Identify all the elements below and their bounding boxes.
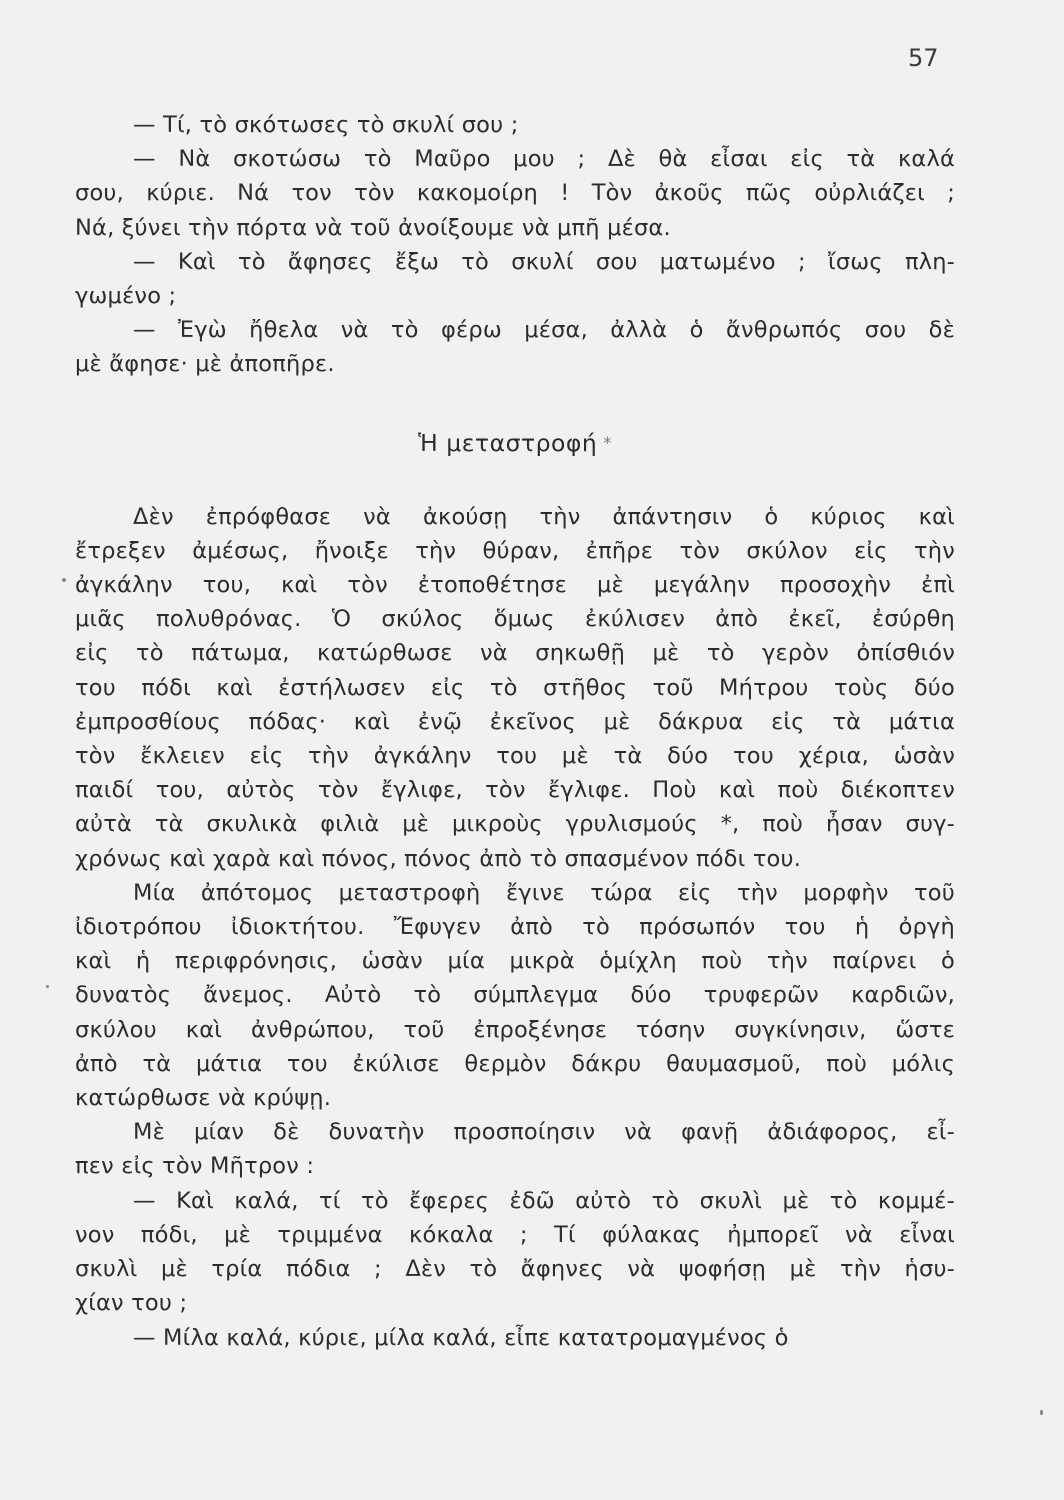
text-line: ἐμπροσθίους πόδας· καὶ ἐνῷ ἐκεῖνος μὲ δάκρυα εἰς τὰ μάτια — [75, 708, 955, 735]
text-line: του πόδι καὶ ἐστήλωσεν εἰς τὸ στῆθος τοῦ Μήτρου τοὺς δύο — [75, 674, 955, 701]
page-number: 57 — [908, 44, 939, 72]
text-line: παιδί του, αὐτὸς τὸν ἔγλιφε, τὸν ἔγλιφε. Ποὺ καὶ ποὺ διέκοπτεν — [75, 777, 955, 804]
text-line: — Καὶ καλά, τί τὸ ἔφερες ἐδῶ αὐτὸ τὸ σκυλὶ μὲ τὸ κομμέ- — [133, 1187, 955, 1214]
section-title — [75, 426, 955, 460]
body-text — [75, 108, 955, 1355]
text-line: ἀγκάλην του, καὶ τὸν ἐτοποθέτησε μὲ μεγάλην προσοχὴν ἐπὶ — [75, 572, 955, 599]
paper-speck — [1040, 1410, 1043, 1415]
text-line: πεν εἰς τὸν Μῆτρον : — [75, 1153, 315, 1180]
dialogue-paragraph — [75, 313, 955, 381]
dialogue-paragraph — [75, 245, 955, 313]
paper-speck — [46, 985, 49, 988]
text-line: σου, κύριε. Νά τον τὸν κακομοίρη ! Τὸν ἀκοῦς πῶς οὐρλιάζει ; — [75, 180, 955, 207]
text-line: δυνατὸς ἄνεμος. Αὐτὸ τὸ σύμπλεγμα δύο τρυφερῶν καρδιῶν, — [75, 982, 955, 1009]
text-line: — Νὰ σκοτώσω τὸ Μαῦρο μου ; Δὲ θὰ εἶσαι εἰς τὰ καλά — [133, 146, 955, 173]
text-line: νον πόδι, μὲ τριμμένα κόκαλα ; Τί φύλακας ἠμπορεῖ νὰ εἶναι — [75, 1221, 955, 1248]
text-line: ἀπὸ τὰ μάτια του ἐκύλισε θερμὸν δάκρυ θαυμασμοῦ, ποὺ μόλις — [75, 1050, 955, 1077]
text-line: σκυλὶ μὲ τρία πόδια ; Δὲν τὸ ἄφηνες νὰ ψοφήσῃ μὲ τὴν ἡσυ- — [75, 1256, 955, 1283]
text-line: εἰς τὸ πάτωμα, κατώρθωσε νὰ σηκωθῇ μὲ τὸ γερὸν ὀπίσθιόν — [75, 640, 955, 667]
text-line: καὶ ἡ περιφρόνησις, ὡσὰν μία μικρὰ ὁμίχλη ποὺ τὴν παίρνει ὁ — [75, 948, 955, 975]
paragraph — [75, 1115, 955, 1183]
text-line: μὲ ἄφησε· μὲ ἀποπῆρε. — [75, 351, 335, 378]
text-line: χρόνως καὶ χαρὰ καὶ πόνος, πόνος ἀπὸ τὸ σπασμένον πόδι του. — [75, 845, 802, 872]
text-line: Δὲν ἐπρόφθασε νὰ ἀκούσῃ τὴν ἀπάντησιν ὁ κύριος καὶ — [133, 503, 955, 530]
text-line: — Τί, τὸ σκότωσες τὸ σκυλί σου ; — [133, 112, 519, 138]
dialogue-paragraph — [75, 108, 955, 142]
paragraph — [75, 1321, 955, 1355]
paragraphs — [75, 500, 955, 1355]
text-line: τὸν ἔκλειεν εἰς τὴν ἀγκάλην του μὲ τὰ δύο του χέρια, ὡσὰν — [75, 743, 955, 770]
text-line: Μὲ μίαν δὲ δυνατὴν προσποίησιν νὰ φανῇ ἀδιάφορος, εἶ- — [133, 1119, 955, 1146]
dialogue-paragraph — [75, 142, 955, 245]
text-line: χίαν του ; — [75, 1290, 188, 1317]
paragraph — [75, 876, 955, 1115]
paragraph — [75, 500, 955, 876]
text-line: ἰδιοτρόπου ἰδιοκτήτου. Ἔφυγεν ἀπὸ τὸ πρόσωπόν του ἡ ὀργὴ — [75, 914, 955, 941]
text-line: γωμένο ; — [75, 283, 177, 310]
text-line: αὐτὰ τὰ σκυλικὰ φιλιὰ μὲ μικροὺς γρυλισμούς *, ποὺ ἦσαν συγ- — [75, 811, 955, 838]
text-line: μιᾶς πολυθρόνας. Ὁ σκύλος ὅμως ἐκύλισεν ἀπὸ ἐκεῖ, ἐσύρθη — [75, 606, 955, 633]
text-line: κατώρθωσε νὰ κρύψῃ. — [75, 1085, 332, 1112]
text-line: — Μίλα καλά, κύριε, μίλα καλά, εἶπε κατατρομαγμένος ὁ — [133, 1324, 789, 1351]
paragraph — [75, 1184, 955, 1321]
text-line: Νά, ξύνει τὴν πόρτα νὰ τοῦ ἀνοίξουμε νὰ μπῆ μέσα. — [75, 214, 671, 241]
dialogue-top — [75, 108, 955, 382]
text-line: σκύλου καὶ ἀνθρώπου, τοῦ ἐπροξένησε τόσην συγκίνησιν, ὥστε — [75, 1016, 955, 1043]
text-line: — Ἐγὼ ἤθελα νὰ τὸ φέρω μέσα, ἀλλὰ ὁ ἄνθρωπός σου δὲ — [133, 317, 955, 344]
section-title-text: Ἡ μεταστροφή — [418, 428, 598, 457]
paper-speck — [62, 578, 66, 582]
text-line: — Καὶ τὸ ἄφησες ἔξω τὸ σκυλί σου ματωμένο ; ἴσως πλη- — [133, 248, 955, 275]
footnote-mark: * — [603, 432, 612, 452]
text-line: Μία ἀπότομος μεταστροφὴ ἔγινε τώρα εἰς τὴν μορφὴν τοῦ — [133, 879, 955, 906]
text-line: ἔτρεξεν ἀμέσως, ἤνοιξε τὴν θύραν, ἐπῆρε τὸν σκύλον εἰς τὴν — [75, 537, 955, 564]
